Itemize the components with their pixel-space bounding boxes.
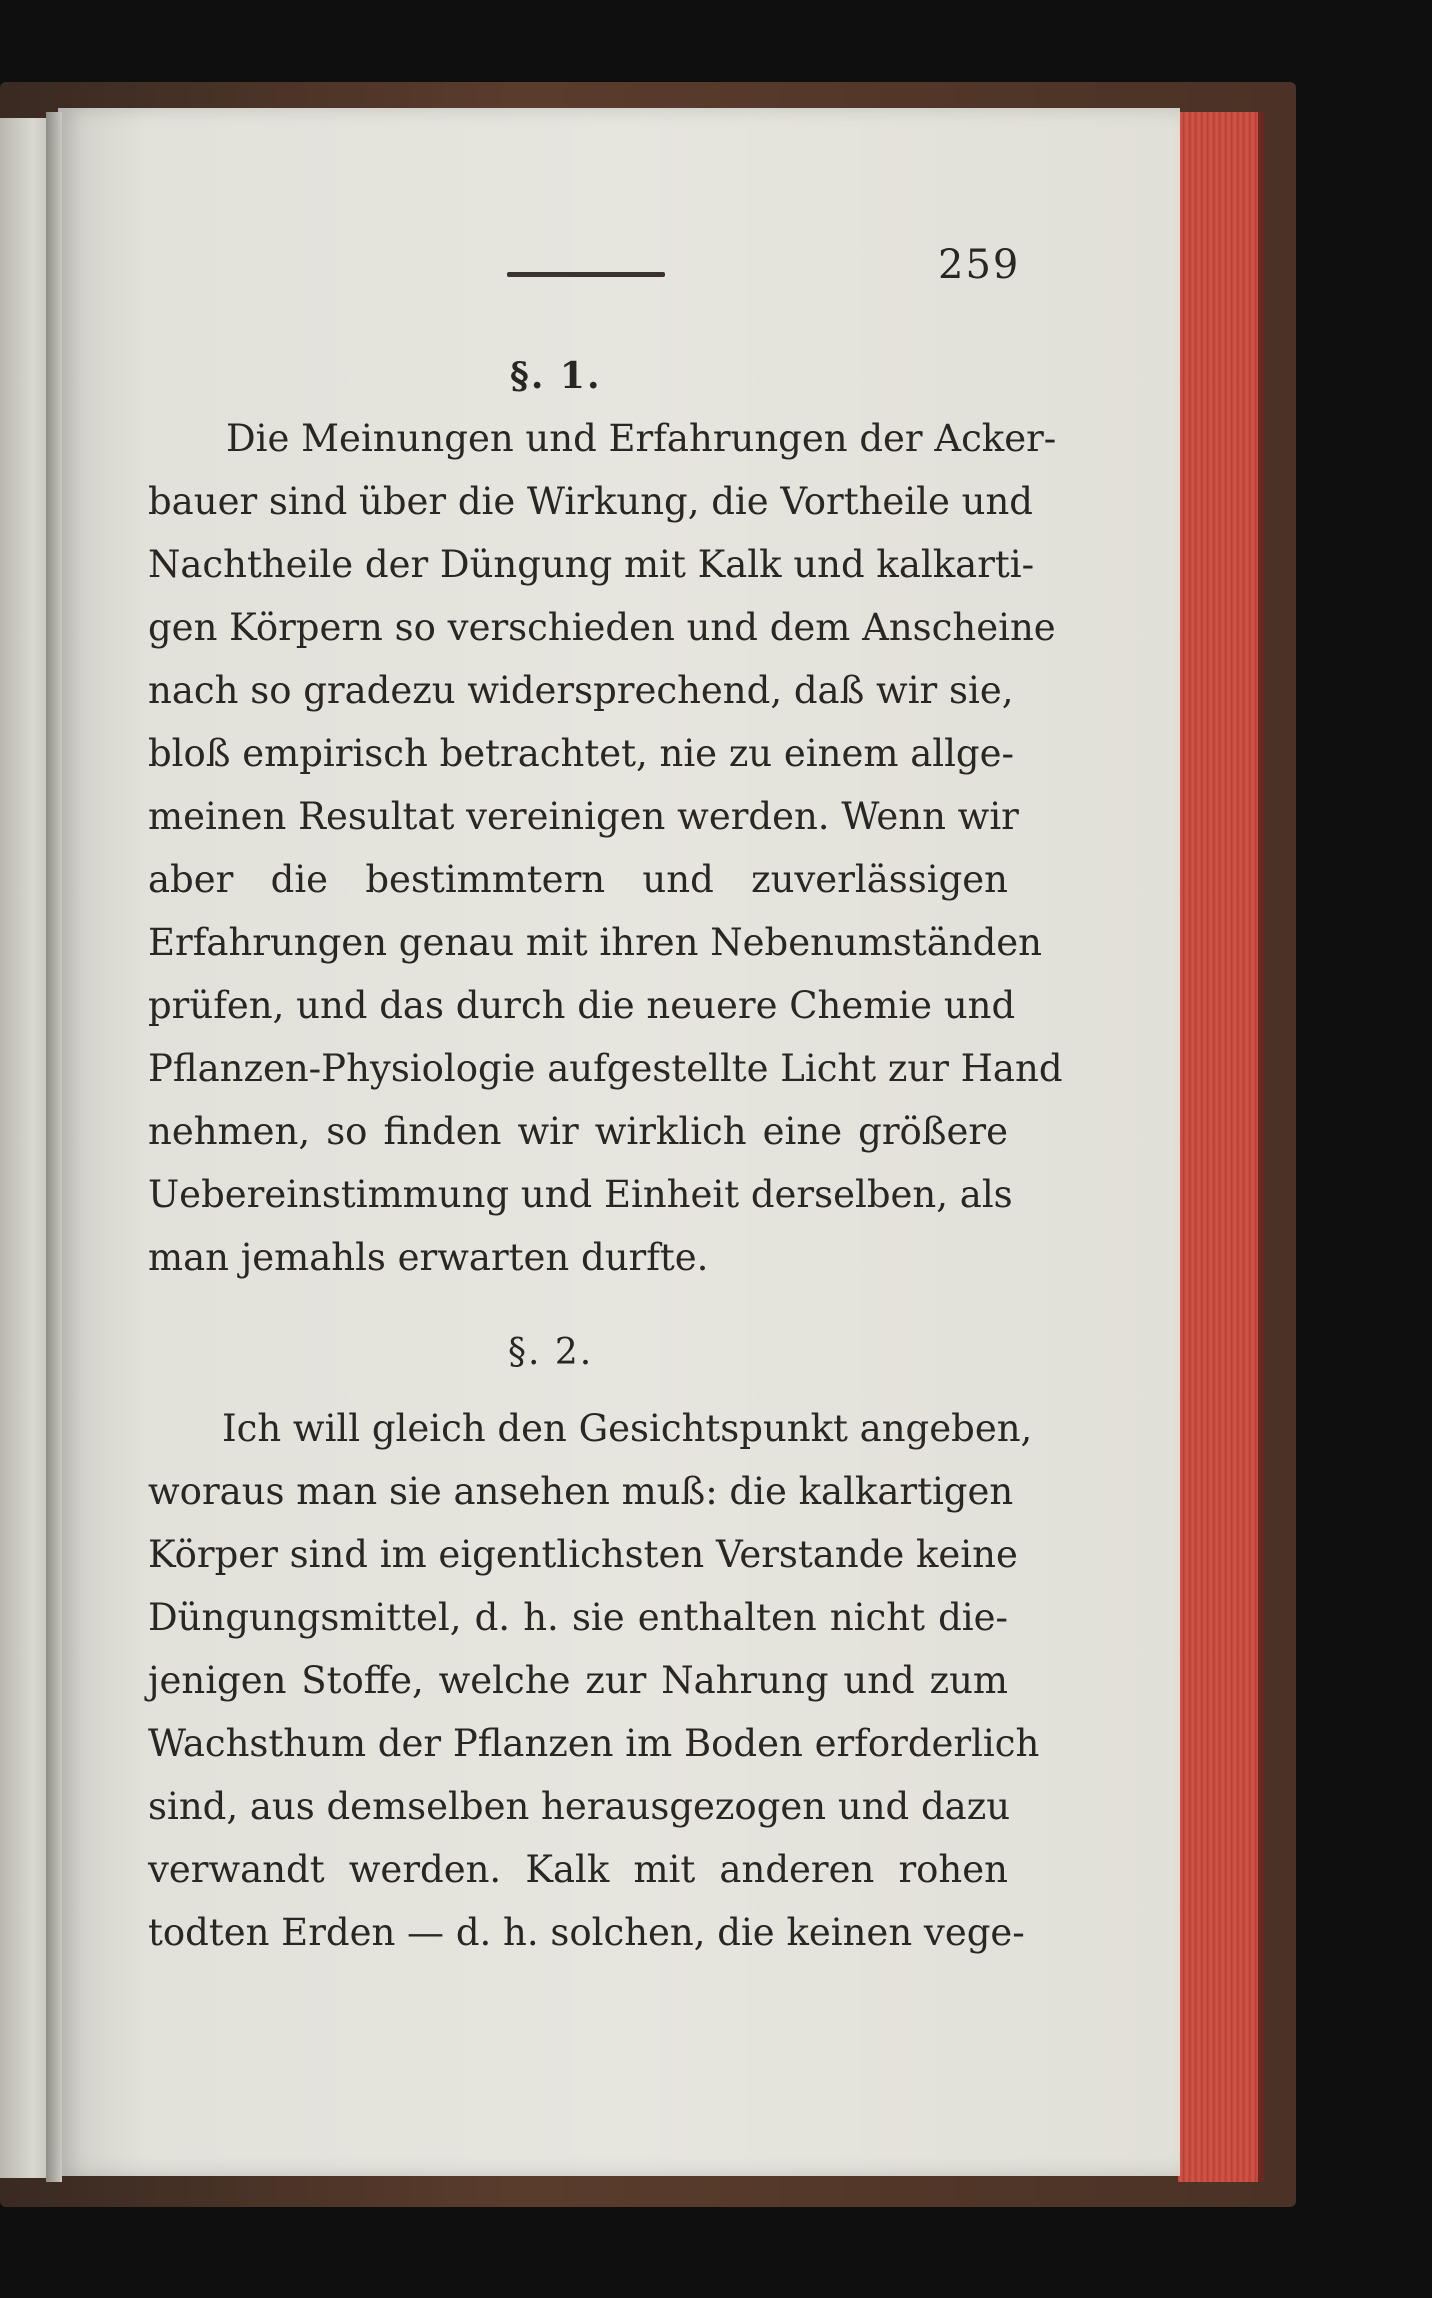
paragraph-line: sind, aus demselben herausgezogen und dazu (148, 1785, 1011, 1828)
paragraph-line: prüfen, und das durch die neuere Chemie und (148, 984, 1016, 1027)
paragraph-line: jenigen Stoffe, welche zur Nahrung und zum (148, 1659, 1008, 1702)
paragraph-line: man jemahls erwarten durfte. (148, 1236, 709, 1279)
paragraph-line: Wachsthum der Pflanzen im Boden erforderlich (148, 1722, 1040, 1765)
paragraph-line: Nachtheile der Düngung mit Kalk und kalkarti- (148, 543, 1035, 586)
paragraph-line: Erfahrungen genau mit ihren Nebenumständen (148, 921, 1042, 964)
paragraph-line: nehmen, so finden wir wirklich eine größere (148, 1110, 1008, 1153)
paragraph-line: Pflanzen-Physiologie aufgestellte Licht zur Hand (148, 1047, 1063, 1090)
paragraph-line: bauer sind über die Wirkung, die Vortheile und (148, 480, 1033, 523)
section-heading-1: §. 1. (510, 355, 602, 397)
paragraph-line: verwandt werden. Kalk mit anderen rohen (148, 1848, 1008, 1891)
paragraph-line: todten Erden — d. h. solchen, die keinen vege- (148, 1911, 1025, 1954)
paragraph-line: meinen Resultat vereinigen werden. Wenn wir (148, 795, 1019, 838)
paragraph-line: Uebereinstimmung und Einheit derselben, als (148, 1173, 1013, 1216)
book-gutter (46, 112, 62, 2182)
paragraph-line: bloß empirisch betrachtet, nie zu einem allge- (148, 732, 1015, 775)
paragraph-line: Ich will gleich den Gesichtspunkt angeben, (222, 1407, 1033, 1450)
section-heading-2: §. 2. (508, 1332, 594, 1373)
paragraph-line: Körper sind im eigentlichsten Verstande keine (148, 1533, 1018, 1576)
paragraph-line: aber die bestimmtern und zuverlässigen (148, 858, 1008, 901)
paragraph-line: woraus man sie ansehen muß: die kalkartigen (148, 1470, 1014, 1513)
page-number: 259 (938, 242, 1021, 288)
paragraph-line: Die Meinungen und Erfahrungen der Acker- (226, 417, 1057, 460)
paragraph-line: Düngungsmittel, d. h. sie enthalten nicht die- (148, 1596, 1008, 1639)
header-rule (507, 272, 665, 277)
paragraph-line: nach so gradezu widersprechend, daß wir sie, (148, 669, 1014, 712)
page-edges (1178, 112, 1264, 2182)
paragraph-line: gen Körpern so verschieden und dem Anscheine (148, 606, 1056, 649)
facing-page-edge (0, 118, 48, 2178)
